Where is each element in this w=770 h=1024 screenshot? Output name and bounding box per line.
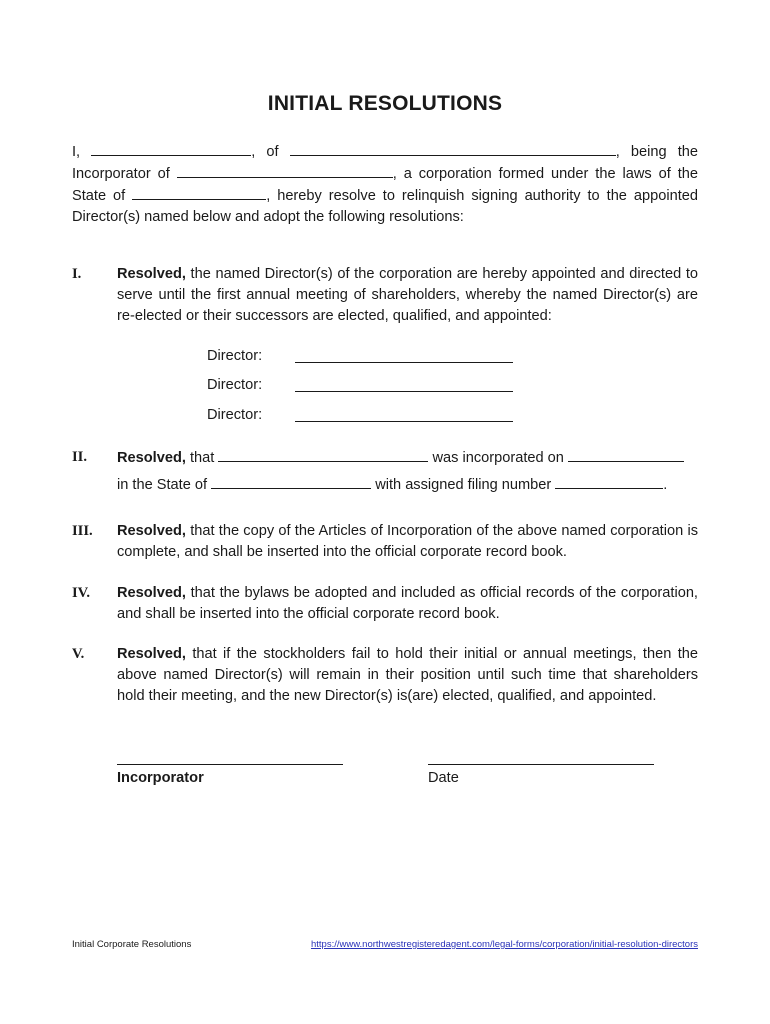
- intro-text-4: , a corporation formed under the laws of the State of: [72, 166, 698, 204]
- director-blank-1[interactable]: [295, 362, 513, 363]
- filing-number-blank[interactable]: [555, 474, 663, 489]
- date-line[interactable]: [428, 764, 654, 765]
- resolved-label: Resolved,: [117, 523, 186, 539]
- resolved-label: Resolved,: [117, 266, 186, 282]
- resolution-body: was incorporated on: [432, 450, 564, 466]
- date-signature: [428, 764, 654, 786]
- name-blank[interactable]: [91, 141, 251, 156]
- resolution-body: the named Director(s) of the corporation are hereby appointed and directed to serve until the first annual meeting of shareholders, whereby the named Director(s) are re-elected or their successors are elected, qualified, and appointed:: [117, 266, 698, 324]
- footer-link[interactable]: https://www.northwestregisteredagent.com/legal-forms/corporation/initial-resolution-directors: [310, 939, 698, 950]
- state-blank[interactable]: [132, 185, 266, 200]
- resolution-text: [117, 521, 698, 563]
- corporation-name-blank[interactable]: [177, 163, 393, 178]
- resolution-number: IV.: [72, 585, 90, 601]
- intro-text-5: , hereby resolve to relinquish signing authority to the appointed Director(s) named below and adopt the following resolutions:: [72, 188, 698, 225]
- corporation-blank[interactable]: [218, 447, 428, 462]
- incorporator-signature-line[interactable]: [117, 764, 343, 765]
- resolved-label: Resolved,: [117, 585, 186, 601]
- intro-text-3: , being the Incorporator of: [72, 144, 698, 182]
- intro-text-2: , of: [251, 144, 279, 160]
- resolution-body: that: [185, 450, 215, 466]
- director-label: Director:: [207, 407, 263, 423]
- resolution-text: [117, 447, 698, 496]
- resolution-text: [117, 644, 698, 707]
- resolved-label: Resolved,: [117, 450, 186, 466]
- director-label: Director:: [207, 377, 263, 393]
- intro-paragraph: [72, 141, 698, 228]
- incorporation-date-blank[interactable]: [568, 447, 684, 462]
- resolution-number: II.: [72, 449, 88, 465]
- resolved-label: Resolved,: [117, 646, 186, 662]
- incorporator-label: Incorporator: [117, 770, 204, 786]
- intro-text-1: I,: [72, 144, 81, 160]
- resolution-body: .: [663, 477, 668, 493]
- resolution-body: that the bylaws be adopted and included as official records of the corporation, and shall be inserted into the official corporate record book.: [117, 585, 698, 622]
- state-of-incorporation-blank[interactable]: [211, 474, 371, 489]
- resolution-text: [117, 583, 698, 625]
- resolution-number: I.: [72, 266, 82, 282]
- document-title: INITIAL RESOLUTIONS: [267, 92, 503, 115]
- address-blank[interactable]: [290, 141, 616, 156]
- resolution-text: [117, 264, 698, 327]
- resolution-body: with assigned filing number: [375, 477, 552, 493]
- resolution-number: III.: [72, 523, 93, 539]
- resolution-number: V.: [72, 646, 85, 662]
- director-label: Director:: [207, 348, 263, 364]
- date-label: Date: [428, 770, 459, 786]
- resolution-body: that the copy of the Articles of Incorporation of the above named corporation is complete, and shall be inserted into the official corporate record book.: [117, 523, 698, 560]
- resolution-body: in the State of: [117, 477, 208, 493]
- resolution-body: that if the stockholders fail to hold their initial or annual meetings, then the above named Director(s) will remain in their position until such time that shareholders hold their meeting, and the new Director(s) is(are) elected, qualified, and appointed.: [117, 646, 698, 704]
- incorporator-signature: [117, 764, 343, 786]
- director-blank-2[interactable]: [295, 391, 513, 392]
- director-blank-3[interactable]: [295, 421, 513, 422]
- footer-title: Initial Corporate Resolutions: [72, 939, 192, 950]
